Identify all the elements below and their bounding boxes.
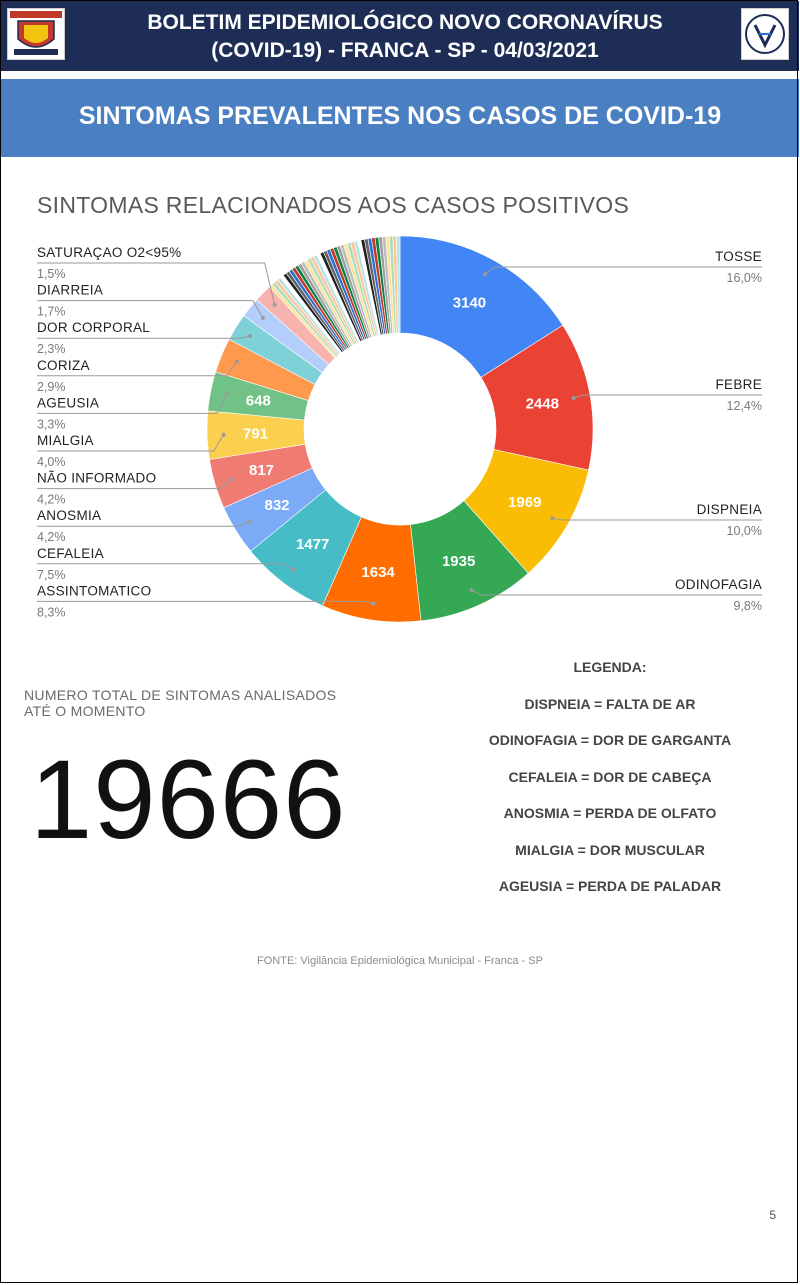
callout-dot [248, 520, 252, 524]
callout-label: DOR CORPORAL [37, 320, 151, 336]
callout-label: MIALGIA [37, 433, 94, 448]
legend-item: CEFALEIA = DOR DE CABEÇA [508, 768, 712, 785]
callout-line [552, 518, 762, 520]
source-note: FONTE: Vigilância Epidemiológica Municipal - Franca - SP [257, 955, 543, 967]
slice-value-label: 1634 [361, 563, 395, 581]
legend-title: LEGENDA: [573, 659, 647, 675]
callout-dot [572, 396, 576, 400]
callout-percent: 16,0% [726, 271, 762, 285]
callout-dot [222, 433, 226, 437]
callout-dot [248, 334, 252, 338]
callout-dot [225, 392, 229, 396]
header-title-line2: (COVID-19) - FRANCA - SP - 04/03/2021 [211, 39, 599, 62]
slice-value-label: 1477 [295, 536, 330, 554]
callout-percent: 1,5% [37, 267, 66, 281]
callout-percent: 8,3% [37, 605, 66, 620]
callout-percent: 2,9% [37, 379, 66, 394]
callout-percent: 9,8% [733, 599, 762, 613]
callout-line [37, 336, 250, 338]
callout-label: ODINOFAGIA [674, 577, 762, 592]
callout-label: CEFALEIA [37, 545, 104, 561]
callout-percent: 12,4% [726, 399, 762, 413]
callout-percent: 3,3% [37, 417, 66, 432]
callout-percent: 2,3% [37, 342, 66, 357]
callout-dot [291, 568, 295, 572]
callout-line [37, 564, 293, 570]
callout-dot [235, 360, 239, 364]
callout-percent: 4,2% [37, 530, 66, 545]
chart-title: SINTOMAS RELACIONADOS AOS CASOS POSITIVOS [37, 192, 630, 218]
slice-value-label: 832 [264, 496, 290, 514]
callout-percent: 7,5% [37, 567, 66, 582]
callout-dot [273, 303, 277, 307]
callout-dot [470, 588, 474, 592]
callout-label: ANOSMIA [37, 508, 102, 524]
callout-percent: 10,0% [726, 524, 762, 538]
legend-item: ANOSMIA = PERDA DE OLFATO [503, 805, 717, 821]
legend-item: DISPNEIA = FALTA DE AR [524, 695, 696, 712]
callout-percent: 4,2% [37, 492, 66, 507]
total-label-line2: ATÉ O MOMENTO [24, 703, 146, 719]
legend-item: AGEUSIA = PERDA DE PALADAR [498, 878, 722, 894]
total-symptoms-value: 19666 [30, 737, 347, 862]
section-title: SINTOMAS PREVALENTES NOS CASOS DE COVID-19 [78, 102, 722, 130]
callout-dot [261, 316, 265, 320]
total-label-line1: NUMERO TOTAL DE SINTOMAS ANALISADOS [24, 687, 337, 703]
total-label [24, 687, 336, 719]
callout-dot [371, 601, 375, 605]
callout-percent: 4,0% [37, 455, 66, 469]
callout-dot [483, 272, 487, 276]
callout-line [37, 301, 263, 318]
callout-label: NÃO INFORMADO [37, 470, 157, 486]
slice-value-label: 791 [243, 425, 269, 443]
callout-label: DISPNEIA [696, 502, 762, 517]
slice-value-label: 1935 [441, 553, 476, 571]
slice-value-label: 817 [248, 462, 275, 480]
header-title-line1: BOLETIM EPIDEMIOLÓGICO NOVO CORONAVÍRUS [147, 11, 663, 34]
slice-value-label: 3140 [452, 294, 487, 312]
legend-item: ODINOFAGIA = DOR DE GARGANTA [488, 732, 732, 748]
callout-label: DIARREIA [37, 282, 104, 298]
slice-value-label: 1969 [508, 493, 542, 511]
callout-dot [229, 477, 233, 481]
callout-dot [550, 516, 554, 520]
page-number: 5 [769, 1208, 776, 1222]
callout-percent: 1,7% [37, 304, 66, 319]
callout-label: SATURAÇAO O2<95% [37, 245, 182, 260]
callout-label: CORIZA [37, 357, 90, 373]
callout-label: AGEUSIA [37, 395, 100, 411]
legend-item: MIALGIA = DOR MUSCULAR [515, 841, 705, 858]
slice-value-label: 2448 [525, 395, 559, 413]
donut-chart [0, 0, 800, 640]
callout-label: ASSINTOMATICO [37, 583, 152, 599]
callout-line [485, 267, 762, 274]
callout-label: FEBRE [715, 377, 762, 392]
callout-line [574, 395, 762, 398]
slice-value-label: 648 [245, 392, 271, 410]
legend [460, 655, 760, 911]
callout-label: TOSSE [714, 249, 762, 264]
